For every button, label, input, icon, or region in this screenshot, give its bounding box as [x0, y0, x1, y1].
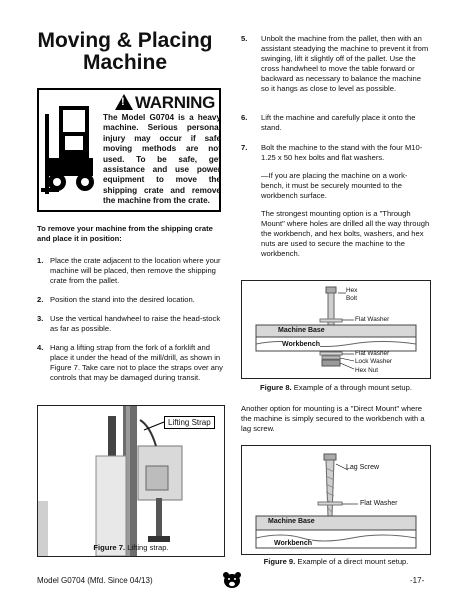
step-number: 3.	[37, 314, 44, 323]
step-text: Use the vertical handwheel to raise the head-stock as far as possible.	[50, 314, 221, 333]
step-number: 1.	[37, 256, 44, 265]
figure-9	[241, 445, 431, 555]
machine-base-label: Machine Base	[278, 327, 325, 334]
step-text: Place the crate adjacent to the location where your machine will be placed, then remove the shipping crate from the pallet.	[50, 256, 221, 285]
page-title-line-1: Moving & Placing	[37, 29, 213, 52]
page-title-line-2: Machine	[82, 51, 168, 74]
direct-mount-diagram	[242, 446, 430, 554]
forklift-icon	[41, 98, 101, 208]
warning-triangle-icon	[115, 94, 133, 110]
workbench-label: Workbench	[282, 341, 320, 348]
direct-mount-text: Another option for mounting is a "Direct Mount" where the machine is simply secured to the workbench with a lag screw.	[241, 404, 425, 433]
step-number: 5.	[241, 34, 248, 43]
flat-washer-bottom-label: Flat Washer	[355, 350, 390, 357]
flat-washer-label: Flat Washer	[360, 500, 398, 507]
step-text: Unbolt the machine from the pallet, then with an assistant steadying the machine to prevent it from swinging, lift it slightly off of the pallet. Use the cross handwheel to move the table forward or backward as necessary to balance the machine so it hangs as close to level as possible.	[261, 34, 429, 93]
flat-washer-top-label: Flat Washer	[355, 316, 390, 323]
hex-bolt-label: Hex Bolt	[346, 287, 358, 302]
workbench-label: Workbench	[274, 540, 312, 547]
workbench-note: —If you are placing the machine on a work-bench, it must be securely mounted to the workbench surface.	[261, 171, 408, 200]
step-text: Hang a lifting strap from the fork of a forklift and place it under the head of the mill/drill, as shown in Figure 7. Take care not to place the straps over any controls that may be damaged during transit.	[50, 343, 223, 382]
lag-screw-label: Lag Screw	[346, 464, 380, 471]
page-number: -17-	[410, 576, 425, 585]
step-number: 2.	[37, 295, 44, 304]
lifting-strap-callout: Lifting Strap	[164, 416, 215, 429]
lock-washer-label: Lock Washer	[355, 358, 393, 365]
through-mount-diagram	[242, 281, 430, 378]
step-number: 4.	[37, 343, 44, 352]
figure-9-caption: Figure 9. Example of a direct mount setup.	[263, 557, 409, 566]
intro-text: To remove your machine from the shipping crate and place it in position:	[37, 224, 213, 243]
hex-nut-label: Hex Nut	[355, 367, 379, 374]
page-title	[30, 30, 220, 74]
bear-head-icon	[222, 570, 242, 590]
step-text: Position the stand into the desired location.	[50, 295, 195, 304]
footer-model: Model G0704 (Mfd. Since 04/13)	[37, 576, 153, 585]
figure-8-caption: Figure 8. Example of a through mount setup.	[260, 383, 412, 392]
callout-leader-line	[142, 420, 166, 432]
step-text: Lift the machine and carefully place it onto the stand.	[261, 113, 416, 132]
warning-box	[37, 88, 221, 212]
figure-7	[37, 405, 225, 557]
step-number: 6.	[241, 113, 248, 122]
step-number: 7.	[241, 143, 248, 152]
figure-8	[241, 280, 431, 379]
machine-base-label: Machine Base	[268, 518, 315, 525]
warning-heading: !WARNING	[115, 93, 215, 113]
warning-body: The Model G0704 is a heavy machine. Serious personal injury may occur if safe moving methods are not used. To be safe, get assistance and use power equipment to move the shipping crate and remove the machine from the crate.	[103, 113, 221, 206]
through-mount-text: The strongest mounting option is a "Through Mount" where holes are drilled all the way through the workbench, and hex bolts, washers, and hex nuts are used to secure the machine to the workbench.	[261, 209, 430, 258]
step-text: Bolt the machine to the stand with the four M10-1.25 x 50 hex bolts and flat washers.	[261, 143, 423, 162]
figure-7-caption: Figure 7. Lifting strap.	[93, 543, 169, 552]
